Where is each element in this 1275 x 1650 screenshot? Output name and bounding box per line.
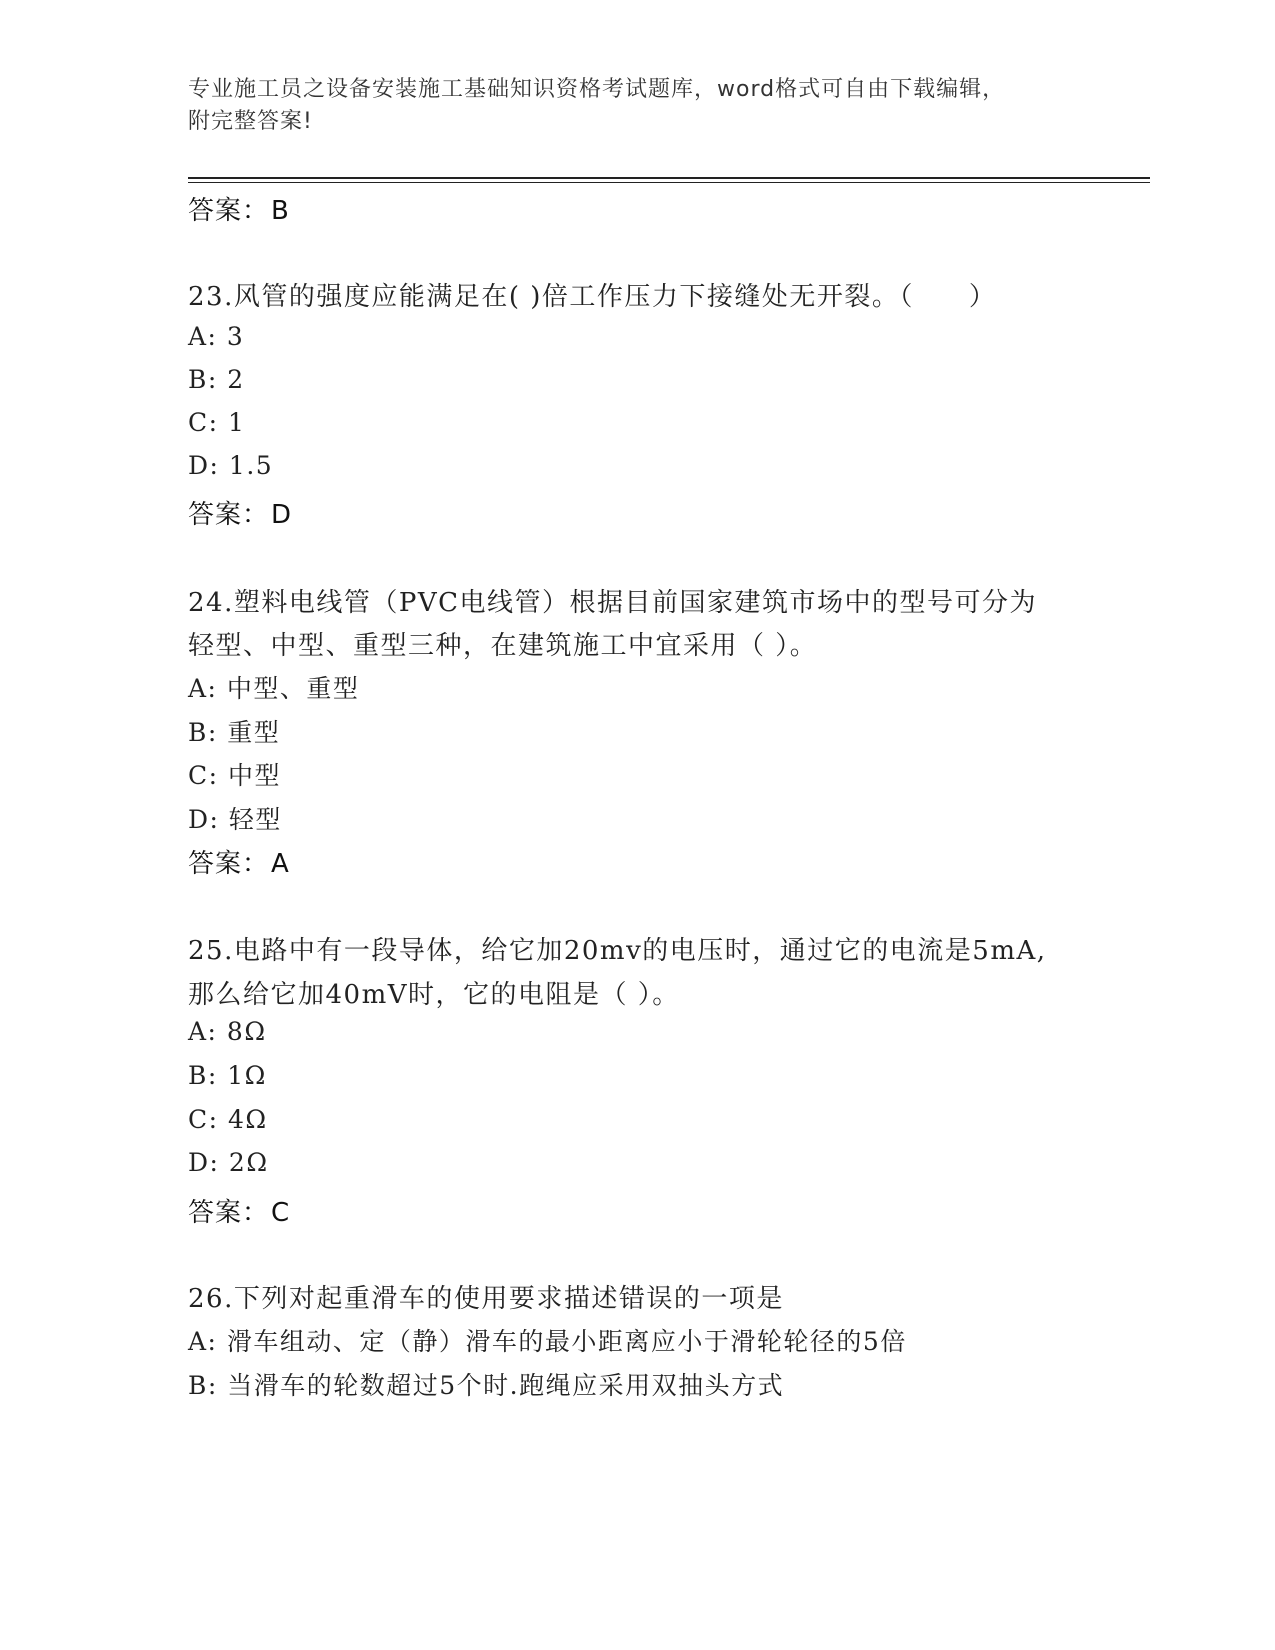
answer-label: 答案：: [188, 849, 270, 879]
question-25-option-c: C: 4Ω: [188, 1105, 268, 1134]
question-23-stem: 23.风管的强度应能满足在( )倍工作压力下接缝处无开裂。（ ）: [188, 282, 997, 312]
question-26-stem: 26.下列对起重滑车的使用要求描述错误的一项是: [188, 1284, 784, 1314]
answer-value: B: [271, 196, 290, 226]
question-25-stem-line-2: 那么给它加40mV时，它的电阻是（ ）。: [188, 980, 680, 1010]
question-23-answer: [188, 494, 292, 531]
header-rule-thin: [188, 182, 1150, 183]
header-rule-thick: [188, 177, 1150, 179]
question-25-answer: [188, 1192, 290, 1229]
question-23-option-a: A: 3: [188, 322, 245, 351]
question-25-option-a: A: 8Ω: [188, 1017, 267, 1046]
question-24-option-c: C: 中型: [188, 761, 281, 790]
answer-value: D: [271, 500, 293, 530]
question-26-option-a: A: 滑车组动、定（静）滑车的最小距离应小于滑轮轮径的5倍: [188, 1327, 907, 1356]
question-24-answer: [188, 843, 290, 880]
question-24-stem-line-2: 轻型、中型、重型三种，在建筑施工中宜采用（ ）。: [188, 631, 818, 661]
answer-line-prev: [188, 190, 290, 227]
answer-label: 答案：: [188, 1198, 270, 1228]
question-24-option-d: D: 轻型: [188, 805, 282, 834]
question-25-option-d: D: 2Ω: [188, 1148, 269, 1177]
header-line-1: 专业施工员之设备安装施工基础知识资格考试题库，word格式可自由下载编辑，: [188, 77, 1006, 102]
question-25-stem-line-1: 25.电路中有一段导体，给它加20mv的电压时，通过它的电流是5mA,: [188, 936, 1047, 966]
question-24-stem-line-1: 24.塑料电线管（PVC电线管）根据目前国家建筑市场中的型号可分为: [188, 588, 1038, 618]
answer-value: A: [271, 849, 290, 879]
question-26-option-b: B: 当滑车的轮数超过5个时.跑绳应采用双抽头方式: [188, 1371, 785, 1400]
header-line-2: 附完整答案!: [188, 109, 313, 134]
answer-value: C: [271, 1198, 291, 1228]
document-header: [188, 74, 1088, 138]
question-24-option-a: A: 中型、重型: [188, 674, 360, 703]
question-23-option-d: D: 1.5: [188, 451, 274, 480]
question-24-option-b: B: 重型: [188, 718, 281, 747]
question-23-option-b: B: 2: [188, 365, 245, 394]
question-25-option-b: B: 1Ω: [188, 1061, 267, 1090]
question-23-option-c: C: 1: [188, 408, 246, 437]
answer-label: 答案：: [188, 500, 270, 530]
answer-label: 答案：: [188, 196, 270, 226]
